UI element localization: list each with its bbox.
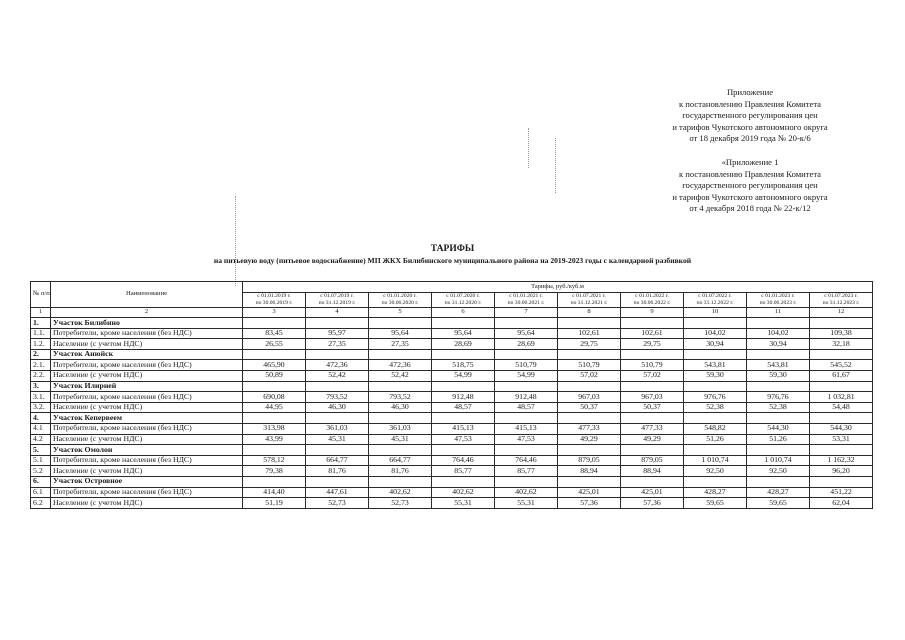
tariff-value: 59,30 [747, 370, 810, 381]
empty-cell [621, 413, 684, 424]
tariff-value: 543,81 [684, 360, 747, 371]
tariff-value: 104,02 [684, 328, 747, 339]
tariff-value: 764,46 [432, 455, 495, 466]
empty-cell [558, 381, 621, 392]
tariff-value: 879,05 [621, 455, 684, 466]
section-name: Участок Илирней [51, 381, 243, 392]
period-header-line: с 01.07.2020 г. [446, 292, 480, 299]
empty-cell [369, 476, 432, 487]
column-number: 6 [432, 308, 495, 318]
tariff-value: 518,75 [432, 360, 495, 371]
table-row [31, 455, 873, 466]
period-header [621, 292, 684, 307]
tariff-value: 548,82 [684, 423, 747, 434]
row-number: 4.2 [31, 434, 51, 445]
tariff-value: 52,73 [306, 498, 369, 509]
tariff-value: 912,48 [432, 392, 495, 403]
empty-cell [684, 318, 747, 329]
row-number: 2.1. [31, 360, 51, 371]
empty-cell [495, 445, 558, 456]
tariff-value: 53,31 [810, 434, 873, 445]
empty-cell [243, 476, 306, 487]
tariff-value: 544,30 [810, 423, 873, 434]
empty-cell [432, 318, 495, 329]
tariff-value: 402,62 [495, 487, 558, 498]
tariff-value: 30,94 [684, 339, 747, 350]
tariff-value: 510,79 [558, 360, 621, 371]
period-header-line: по 31.12.2022 г. [696, 299, 734, 306]
column-number: 12 [810, 308, 873, 318]
tariff-value: 50,89 [243, 370, 306, 381]
period-header-line: по 31.12.2019 г. [318, 299, 356, 306]
period-header [747, 292, 810, 307]
period-header [558, 292, 621, 307]
tariff-value: 45,31 [369, 434, 432, 445]
tariff-value: 425,01 [558, 487, 621, 498]
tariff-value: 451,22 [810, 487, 873, 498]
tariff-value: 29,75 [558, 339, 621, 350]
empty-cell [369, 381, 432, 392]
appendix-line: и тарифов Чукотского автономного округа [672, 121, 828, 132]
tariff-value: 465,90 [243, 360, 306, 371]
tariff-value: 543,81 [747, 360, 810, 371]
tariff-value: 1 162,32 [810, 455, 873, 466]
tariff-value: 664,77 [306, 455, 369, 466]
tariff-value: 27,35 [306, 339, 369, 350]
table-row [31, 360, 873, 371]
tariff-value: 664,77 [369, 455, 432, 466]
period-header-line: с 01.01.2021 г. [509, 292, 543, 299]
empty-cell [747, 349, 810, 360]
tariff-value: 83,45 [243, 328, 306, 339]
header-tariffs: Тарифы, руб./куб.м [243, 282, 873, 293]
tariff-value: 52,38 [747, 402, 810, 413]
empty-cell [369, 318, 432, 329]
tariff-value: 578,12 [243, 455, 306, 466]
scan-artifact-line [235, 196, 236, 286]
column-number: 8 [558, 308, 621, 318]
tariff-value: 428,27 [684, 487, 747, 498]
tariff-value: 50,37 [558, 402, 621, 413]
document-subtitle: на питьевую воду (питьевое водоснабжение) МП ЖКХ Билибинского муниципального района на 2019-2023 годы с календарной разбивкой [213, 256, 692, 265]
column-number: 4 [306, 308, 369, 318]
tariff-value: 313,98 [243, 423, 306, 434]
tariff-value: 27,35 [369, 339, 432, 350]
tariff-value: 976,76 [684, 392, 747, 403]
period-header-line: с 01.07.2023 г. [824, 292, 858, 299]
tariff-value: 472,36 [369, 360, 432, 371]
row-number: 5.2 [31, 466, 51, 477]
empty-cell [810, 318, 873, 329]
tariff-value: 879,05 [558, 455, 621, 466]
table-row [31, 423, 873, 434]
period-header-line: с 01.07.2019 г. [320, 292, 354, 299]
empty-cell [810, 445, 873, 456]
section-row [31, 413, 873, 424]
empty-cell [810, 381, 873, 392]
tariff-value: 26,55 [243, 339, 306, 350]
tariff-value: 57,02 [621, 370, 684, 381]
tariff-value: 1 010,74 [747, 455, 810, 466]
empty-cell [558, 476, 621, 487]
tariff-value: 51,19 [243, 498, 306, 509]
tariff-value: 402,62 [432, 487, 495, 498]
tariff-value: 50,37 [621, 402, 684, 413]
appendix-line: к постановлению Правления Комитета [678, 168, 821, 179]
tariff-value: 425,01 [621, 487, 684, 498]
tariff-value: 57,02 [558, 370, 621, 381]
tariff-value: 46,30 [369, 402, 432, 413]
row-number: 3.1. [31, 392, 51, 403]
tariff-value: 510,79 [621, 360, 684, 371]
column-number: 10 [684, 308, 747, 318]
empty-cell [432, 476, 495, 487]
section-number: 4. [31, 413, 51, 424]
tariff-value: 96,20 [810, 466, 873, 477]
section-row [31, 445, 873, 456]
tariff-value: 428,27 [747, 487, 810, 498]
row-name: Население (с учетом НДС) [51, 339, 243, 350]
row-name: Население (с учетом НДС) [51, 370, 243, 381]
column-number: 1 [31, 308, 51, 318]
tariff-value: 544,30 [747, 423, 810, 434]
column-number: 3 [243, 308, 306, 318]
row-name: Население (с учетом НДС) [51, 434, 243, 445]
tariff-value: 52,42 [369, 370, 432, 381]
column-number: 7 [495, 308, 558, 318]
row-number: 1.1. [31, 328, 51, 339]
tariff-value: 57,36 [621, 498, 684, 509]
tariff-value: 59,30 [684, 370, 747, 381]
tariff-value: 57,36 [558, 498, 621, 509]
tariff-value: 47,53 [495, 434, 558, 445]
period-header [243, 292, 306, 307]
tariff-value: 59,65 [684, 498, 747, 509]
section-name: Участок Омолон [51, 445, 243, 456]
tariff-value: 361,03 [306, 423, 369, 434]
row-number: 5.1 [31, 455, 51, 466]
tariff-value: 85,77 [432, 466, 495, 477]
empty-cell [621, 381, 684, 392]
empty-cell [495, 318, 558, 329]
appendix-line: от 4 декабря 2018 года № 22-к/12 [689, 203, 811, 214]
appendix-line: к постановлению Правления Комитета [678, 98, 821, 109]
tariff-value: 81,76 [306, 466, 369, 477]
tariff-value: 29,75 [621, 339, 684, 350]
tariff-value: 52,42 [306, 370, 369, 381]
row-number: 2.2. [31, 370, 51, 381]
empty-cell [747, 318, 810, 329]
period-header-line: по 30.06.2019 г. [255, 299, 293, 306]
column-number: 2 [51, 308, 243, 318]
section-row [31, 318, 873, 329]
empty-cell [432, 349, 495, 360]
tariff-value: 472,36 [306, 360, 369, 371]
tariff-value: 447,61 [306, 487, 369, 498]
period-header-line: с 01.07.2022 г. [698, 292, 732, 299]
tariff-value: 45,31 [306, 434, 369, 445]
tariff-value: 51,26 [747, 434, 810, 445]
period-header-line: по 30.06.2023 г. [759, 299, 797, 306]
table-row [31, 339, 873, 350]
tariff-value: 48,57 [432, 402, 495, 413]
tariff-value: 54,99 [432, 370, 495, 381]
period-header-line: по 31.12.2021 г. [570, 299, 608, 306]
tariff-value: 104,02 [747, 328, 810, 339]
period-header-line: по 30.06.2020 г. [381, 299, 419, 306]
empty-cell [747, 445, 810, 456]
tariff-value: 61,67 [810, 370, 873, 381]
appendix-line: государственного регулирования цен [682, 110, 818, 121]
row-name: Потребители, кроме населения (без НДС) [51, 487, 243, 498]
empty-cell [306, 381, 369, 392]
tariff-value: 912,48 [495, 392, 558, 403]
empty-cell [747, 476, 810, 487]
empty-cell [810, 476, 873, 487]
section-name: Участок Кепервеем [51, 413, 243, 424]
empty-cell [432, 445, 495, 456]
appendix-line: от 18 декабря 2019 года № 20-к/6 [689, 133, 811, 144]
scan-artifact-line [555, 138, 556, 193]
row-name: Потребители, кроме населения (без НДС) [51, 328, 243, 339]
tariff-value: 361,03 [369, 423, 432, 434]
tariff-value: 79,38 [243, 466, 306, 477]
empty-cell [306, 445, 369, 456]
tariff-value: 793,52 [306, 392, 369, 403]
empty-cell [621, 476, 684, 487]
empty-cell [369, 445, 432, 456]
empty-cell [495, 476, 558, 487]
period-header-line: с 01.01.2020 г. [383, 292, 417, 299]
tariff-value: 109,38 [810, 328, 873, 339]
tariff-value: 95,64 [432, 328, 495, 339]
tariff-value: 402,62 [369, 487, 432, 498]
tariff-value: 95,97 [306, 328, 369, 339]
period-header [306, 292, 369, 307]
table-row [31, 328, 873, 339]
tariff-value: 52,38 [684, 402, 747, 413]
tariff-value: 415,13 [495, 423, 558, 434]
period-header-line: по 31.12.2023 г. [822, 299, 860, 306]
tariff-value: 764,46 [495, 455, 558, 466]
section-number: 5. [31, 445, 51, 456]
period-header-line: с 01.01.2019 г. [257, 292, 291, 299]
tariff-value: 49,29 [558, 434, 621, 445]
period-header-line: по 30.06.2021 г. [507, 299, 545, 306]
tariff-value: 690,08 [243, 392, 306, 403]
tariff-value: 88,94 [558, 466, 621, 477]
period-header [810, 292, 873, 307]
empty-cell [684, 476, 747, 487]
appendix-line: государственного регулирования цен [682, 180, 818, 191]
tariff-value: 92,50 [684, 466, 747, 477]
section-number: 6. [31, 476, 51, 487]
tariffs-table [30, 281, 873, 509]
row-number: 6.2 [31, 498, 51, 509]
tariff-value: 414,40 [243, 487, 306, 498]
period-header-line: по 30.06.2022 г. [633, 299, 671, 306]
tariff-value: 48,57 [495, 402, 558, 413]
empty-cell [621, 349, 684, 360]
row-number: 3.2. [31, 402, 51, 413]
empty-cell [684, 349, 747, 360]
section-number: 1. [31, 318, 51, 329]
tariff-value: 477,33 [558, 423, 621, 434]
empty-cell [432, 381, 495, 392]
section-row [31, 349, 873, 360]
tariff-value: 92,50 [747, 466, 810, 477]
tariff-value: 44,95 [243, 402, 306, 413]
empty-cell [810, 413, 873, 424]
tariff-value: 51,26 [684, 434, 747, 445]
tariff-value: 510,79 [495, 360, 558, 371]
section-row [31, 476, 873, 487]
empty-cell [495, 349, 558, 360]
tariff-value: 102,61 [621, 328, 684, 339]
tariff-value: 545,52 [810, 360, 873, 371]
tariff-value: 55,31 [495, 498, 558, 509]
empty-cell [684, 445, 747, 456]
table-row [31, 370, 873, 381]
tariff-value: 54,48 [810, 402, 873, 413]
table-row [31, 487, 873, 498]
row-name: Потребители, кроме населения (без НДС) [51, 423, 243, 434]
period-header [684, 292, 747, 307]
table-row [31, 434, 873, 445]
tariff-value: 49,29 [621, 434, 684, 445]
table-row [31, 402, 873, 413]
tariff-value: 54,99 [495, 370, 558, 381]
tariff-value: 415,13 [432, 423, 495, 434]
empty-cell [684, 381, 747, 392]
period-header [432, 292, 495, 307]
tariff-value: 85,77 [495, 466, 558, 477]
tariff-value: 59,65 [747, 498, 810, 509]
period-header-line: по 31.12.2020 г. [444, 299, 482, 306]
appendix-block-2 [600, 157, 900, 215]
section-name: Участок Билибино [51, 318, 243, 329]
row-number: 4.1 [31, 423, 51, 434]
document-title: ТАРИФЫ [430, 244, 475, 254]
period-header [369, 292, 432, 307]
empty-cell [495, 381, 558, 392]
tariff-value: 81,76 [369, 466, 432, 477]
empty-cell [243, 318, 306, 329]
empty-cell [306, 318, 369, 329]
tariff-value: 95,64 [369, 328, 432, 339]
tariff-value: 32,18 [810, 339, 873, 350]
empty-cell [558, 413, 621, 424]
period-header-line: с 01.07.2021 г. [572, 292, 606, 299]
empty-cell [621, 445, 684, 456]
tariff-value: 28,69 [432, 339, 495, 350]
tariff-value: 967,03 [621, 392, 684, 403]
empty-cell [558, 445, 621, 456]
appendix-line: «Приложение 1 [721, 157, 779, 167]
empty-cell [558, 349, 621, 360]
empty-cell [243, 349, 306, 360]
empty-cell [747, 381, 810, 392]
appendix-block-1 [600, 87, 900, 145]
section-row [31, 381, 873, 392]
empty-cell [558, 318, 621, 329]
tariff-value: 46,30 [306, 402, 369, 413]
table-row [31, 498, 873, 509]
section-name: Участок Анюйск [51, 349, 243, 360]
tariff-value: 62,04 [810, 498, 873, 509]
tariff-value: 30,94 [747, 339, 810, 350]
tariff-value: 793,52 [369, 392, 432, 403]
tariff-value: 47,53 [432, 434, 495, 445]
row-name: Население (с учетом НДС) [51, 402, 243, 413]
tariff-value: 52,73 [369, 498, 432, 509]
empty-cell [306, 349, 369, 360]
tariff-value: 1 010,74 [684, 455, 747, 466]
tariff-value: 976,76 [747, 392, 810, 403]
table-row [31, 466, 873, 477]
header-no: № п/п [31, 282, 51, 308]
tariff-value: 88,94 [621, 466, 684, 477]
tariff-value: 55,31 [432, 498, 495, 509]
empty-cell [243, 445, 306, 456]
row-name: Потребители, кроме населения (без НДС) [51, 455, 243, 466]
period-header-line: с 01.01.2022 г. [635, 292, 669, 299]
tariff-value: 477,33 [621, 423, 684, 434]
empty-cell [369, 349, 432, 360]
empty-cell [621, 318, 684, 329]
period-header [495, 292, 558, 307]
empty-cell [306, 476, 369, 487]
tariff-value: 967,03 [558, 392, 621, 403]
tariff-value: 102,61 [558, 328, 621, 339]
section-name: Участок Островное [51, 476, 243, 487]
row-name: Потребители, кроме населения (без НДС) [51, 360, 243, 371]
empty-cell [747, 413, 810, 424]
empty-cell [495, 413, 558, 424]
tariff-value: 28,69 [495, 339, 558, 350]
column-number: 11 [747, 308, 810, 318]
empty-cell [306, 413, 369, 424]
section-number: 2. [31, 349, 51, 360]
row-name: Население (с учетом НДС) [51, 498, 243, 509]
row-number: 6.1 [31, 487, 51, 498]
column-number: 9 [621, 308, 684, 318]
table-row [31, 392, 873, 403]
empty-cell [432, 413, 495, 424]
empty-cell [810, 349, 873, 360]
empty-cell [369, 413, 432, 424]
period-header-line: с 01.01.2023 г. [761, 292, 795, 299]
empty-cell [243, 381, 306, 392]
appendix-line: Приложение [726, 87, 774, 97]
scan-artifact-line [528, 128, 529, 168]
tariff-value: 43,99 [243, 434, 306, 445]
column-number: 5 [369, 308, 432, 318]
tariff-value: 95,64 [495, 328, 558, 339]
empty-cell [684, 413, 747, 424]
tariff-value: 1 032,81 [810, 392, 873, 403]
header-name: Наименование [51, 282, 243, 308]
empty-cell [243, 413, 306, 424]
appendix-line: и тарифов Чукотского автономного округа [672, 191, 828, 202]
row-number: 1.2. [31, 339, 51, 350]
row-name: Потребители, кроме населения (без НДС) [51, 392, 243, 403]
section-number: 3. [31, 381, 51, 392]
row-name: Население (с учетом НДС) [51, 466, 243, 477]
